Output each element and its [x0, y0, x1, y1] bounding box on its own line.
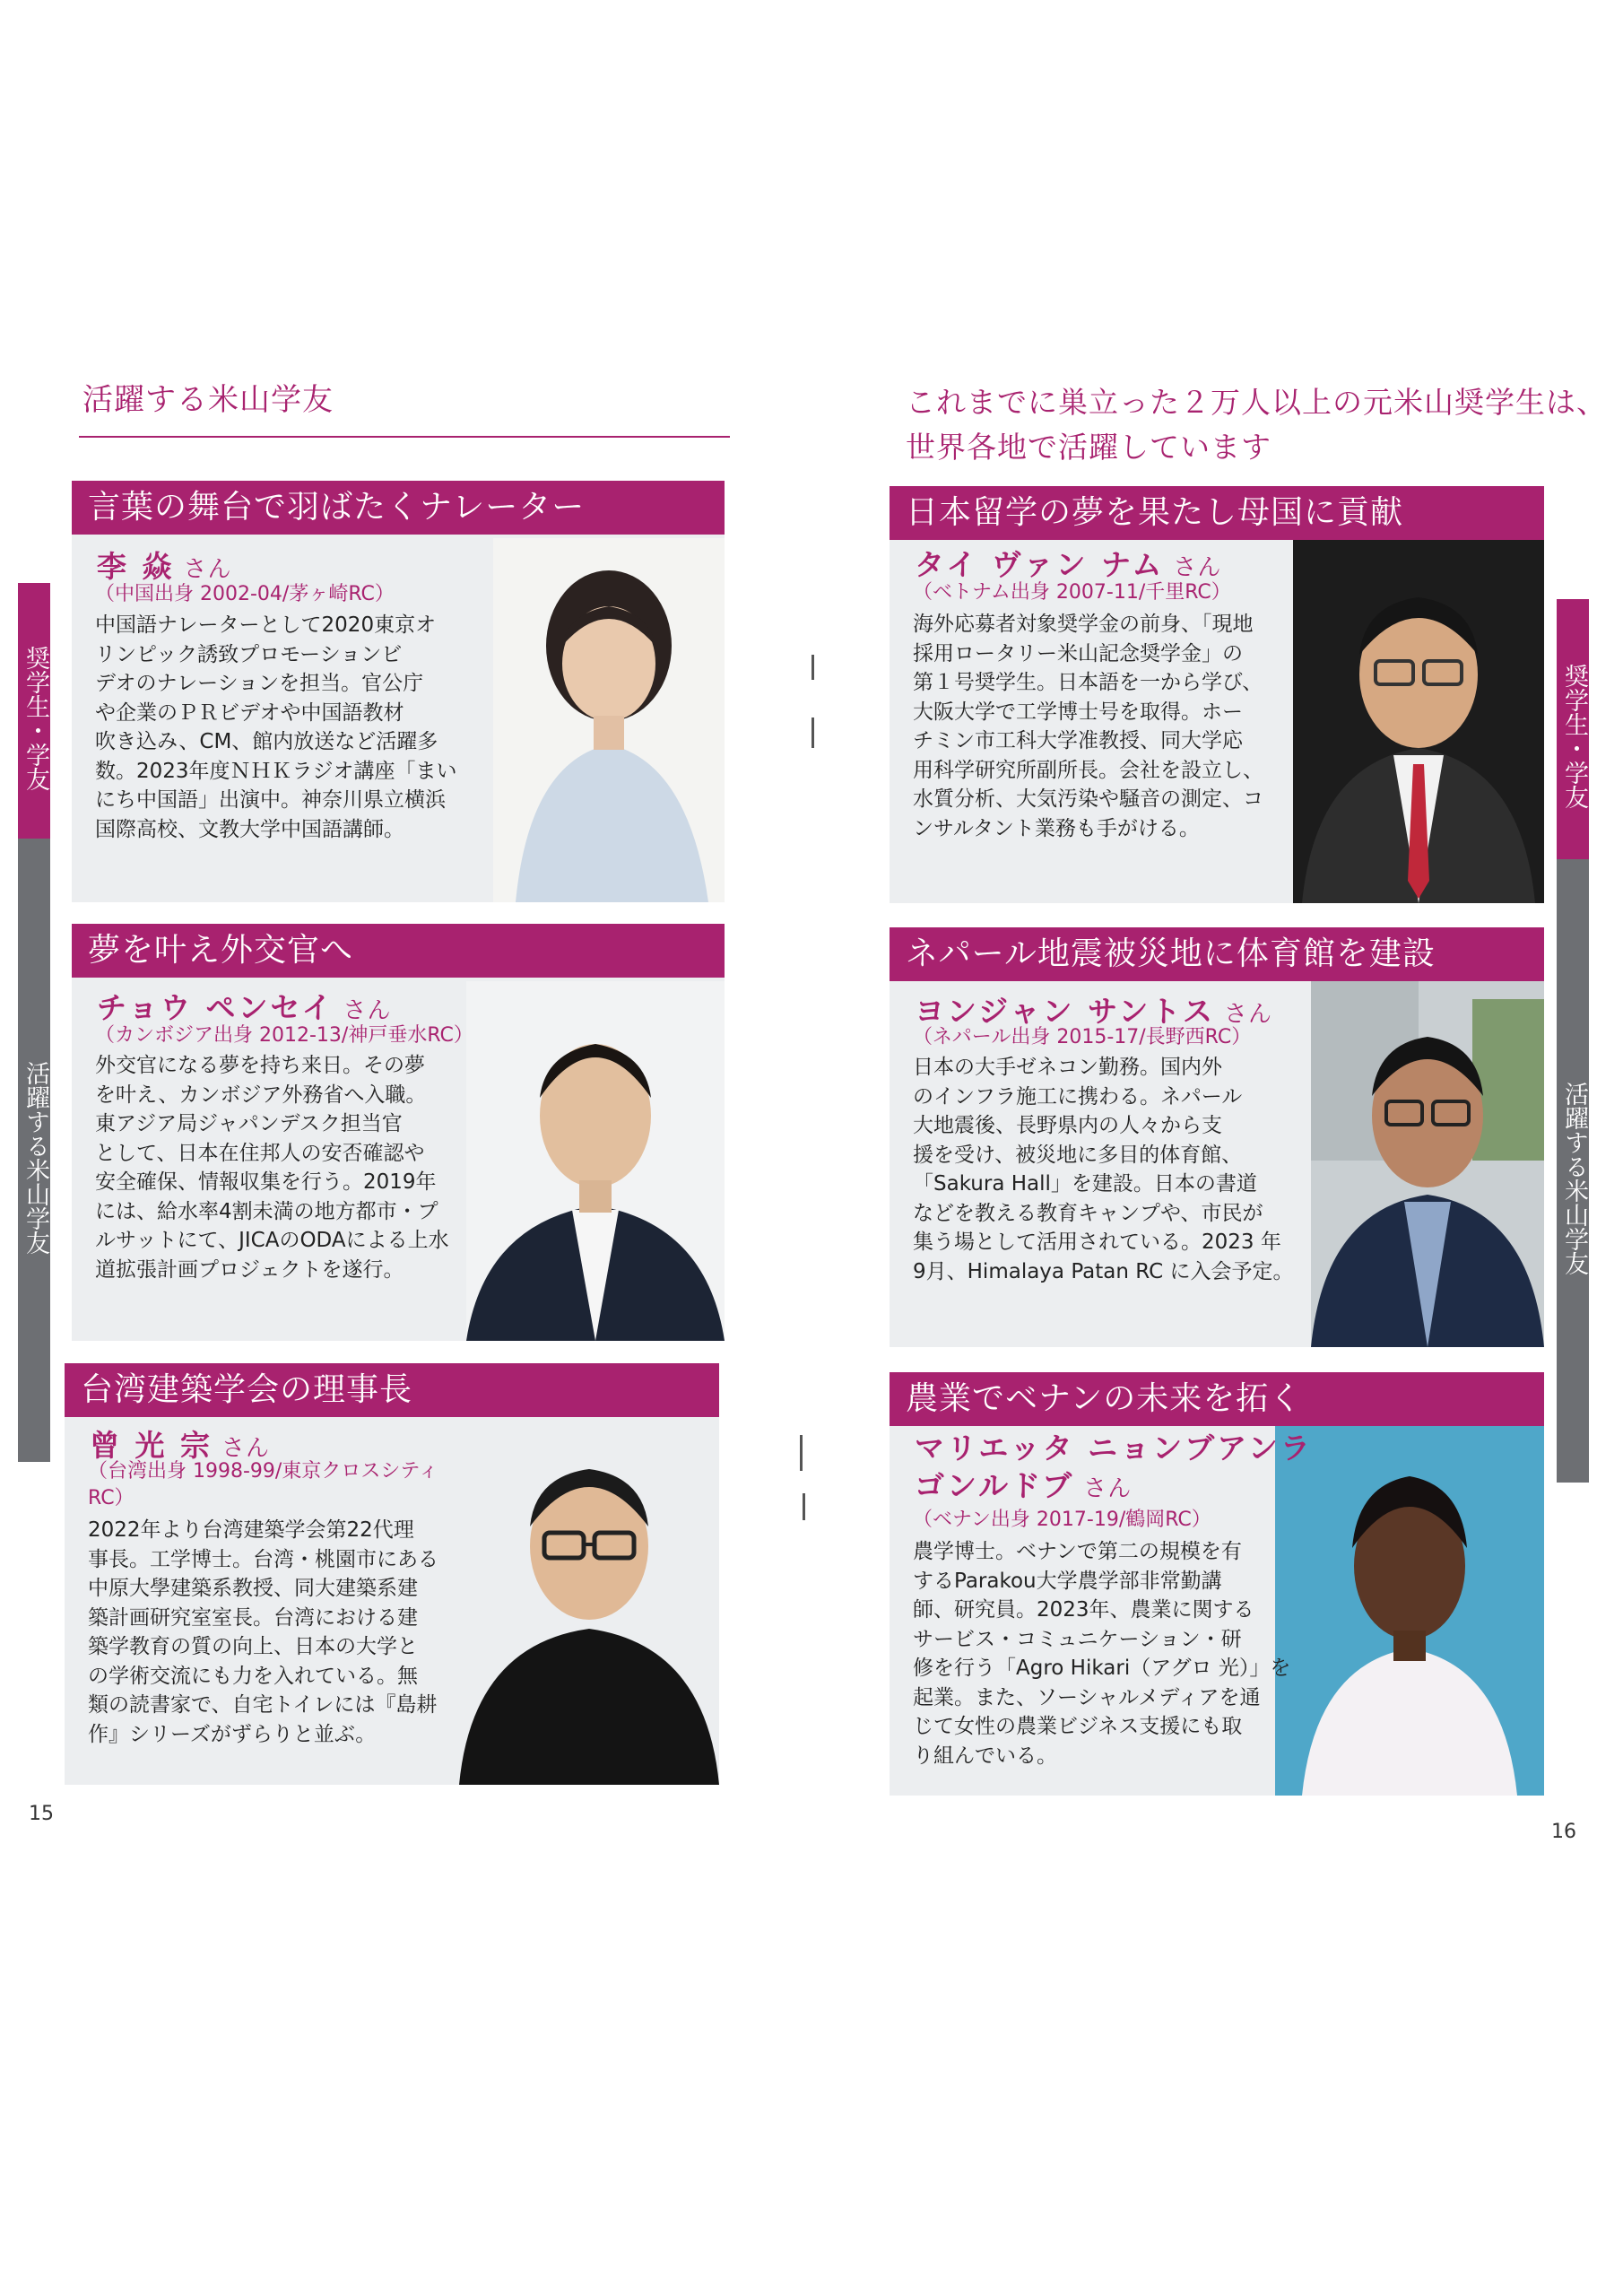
- bio-line: 農学博士。ベナンで第二の規模を有: [913, 1540, 1242, 1563]
- bio-text: [913, 1053, 1293, 1286]
- bio-line: 9月、Himalaya Patan RC に入会予定。: [913, 1259, 1294, 1283]
- honorific: さん: [1083, 1475, 1133, 1502]
- name-text: 李 焱: [97, 549, 175, 584]
- bio-line: 大阪大学で工学博士号を取得。ホー: [913, 700, 1243, 724]
- bio-line: には、給水率4割未満の地方都市・プ: [95, 1199, 438, 1223]
- name-line-1: マリエッタ ニョンブアンラ: [915, 1431, 1313, 1465]
- bio-line: として、日本在住邦人の安否確認や: [95, 1141, 425, 1165]
- profile-card-yonjan-santosh: [890, 927, 1544, 1347]
- profile-name: [97, 544, 232, 586]
- portrait-photo: [1311, 981, 1544, 1347]
- bio-line: 修を行う「Agro Hikari（アグロ 光）」を: [913, 1657, 1291, 1680]
- page-title: 活躍する米山学友: [82, 382, 334, 418]
- card-heading: 夢を叶え外交官へ: [72, 924, 725, 978]
- portrait-woman-blue-image: [1275, 1422, 1544, 1796]
- bio-text: [913, 1537, 1290, 1770]
- scan-mark: [800, 1435, 803, 1471]
- origin-line: （ベトナム出身 2007-11/千里RC）: [913, 581, 1231, 604]
- bio-line: 大地震後、長野県内の人々から支: [913, 1114, 1222, 1137]
- page-number-left: 15: [29, 1803, 54, 1825]
- bio-line: 国際高校、文教大学中国語講師。: [95, 817, 404, 841]
- scan-mark: [812, 655, 814, 680]
- bio-line: 東アジア局ジャパンデスク担当官: [95, 1112, 403, 1135]
- bio-line: 「Sakura Hall」を建設。日本の書道: [913, 1172, 1257, 1196]
- bio-line: や企業のＰＲビデオや中国語教材: [95, 700, 404, 725]
- right-tab-scholars: 奨学生・学友: [1557, 599, 1589, 859]
- portrait-man-outdoor-image: [1311, 981, 1544, 1347]
- origin-line: [88, 1458, 438, 1512]
- bio-line: 類の読書家で、自宅トイレには『島耕: [88, 1693, 438, 1717]
- left-tab-active-alumni: 活躍する米山学友: [18, 839, 50, 1462]
- bio-line: するParakou大学農学部非常勤講: [913, 1569, 1222, 1593]
- bio-line: 用科学研究所副所長。会社を設立し、: [913, 758, 1263, 782]
- bio-line: デオのナレーションを担当。官公庁: [95, 672, 424, 695]
- bio-line: 吹き込み、CM、館内放送など活躍多: [95, 730, 438, 753]
- bio-line: ンサルタント業務も手がける。: [913, 816, 1200, 840]
- honorific: さん: [1173, 554, 1222, 581]
- bio-text: [95, 611, 457, 844]
- honorific: さん: [1224, 1001, 1273, 1028]
- portrait-photo: [1293, 540, 1544, 903]
- scan-mark: [803, 1493, 805, 1520]
- bio-text: [88, 1516, 438, 1749]
- profile-card-li-yan: [72, 481, 725, 902]
- profile-card-thai-van-nam: [890, 486, 1544, 903]
- right-heading-line-2: 世界各地で活躍しています: [906, 430, 1271, 465]
- bio-line: を叶え、カンボジア外務省へ入職。: [95, 1083, 427, 1107]
- portrait-man-glasses-image: [459, 1421, 719, 1785]
- origin-line: （ベナン出身 2017-19/鶴岡RC）: [913, 1509, 1211, 1531]
- right-heading-line-1: これまでに巣立った２万人以上の元米山奨学生は、: [906, 385, 1607, 420]
- bio-text: [95, 1051, 449, 1284]
- bio-line: ルサットにて、JICAのODAによる上水: [95, 1229, 449, 1252]
- portrait-man-suit-image: [1293, 540, 1544, 903]
- bio-line: のインフラ施工に携わる。ネパール: [913, 1084, 1243, 1109]
- profile-name: [915, 542, 1221, 584]
- card-heading: ネパール地震被災地に体育館を建設: [890, 927, 1544, 981]
- left-tab-scholars: 奨学生・学友: [18, 583, 50, 839]
- name-text: 曾 光 宗: [90, 1428, 213, 1463]
- scan-mark: [812, 718, 814, 748]
- portrait-photo: [466, 981, 725, 1341]
- origin-line: （ネパール出身 2015-17/長野西RC）: [913, 1026, 1252, 1048]
- bio-line: 外交官になる夢を持ち来日。その夢: [95, 1054, 425, 1077]
- bio-line: 海外応募者対象奨学金の前身、「現地: [913, 613, 1254, 636]
- title-divider: [79, 436, 730, 438]
- profile-name: [915, 1430, 1313, 1508]
- name-text: ヨンジャン サントス: [915, 994, 1216, 1029]
- profile-card-tseng-kuang-tsung: [65, 1363, 719, 1785]
- origin-line-2: RC）: [88, 1487, 135, 1509]
- bio-line: り組んでいる。: [913, 1744, 1057, 1768]
- profile-card-marietta: [890, 1372, 1544, 1796]
- origin-line: （中国出身 2002-04/茅ヶ崎RC）: [95, 583, 395, 605]
- right-tab-active-alumni: 活躍する米山学友: [1557, 859, 1589, 1483]
- bio-line: 安全確保、情報収集を行う。2019年: [95, 1170, 437, 1194]
- card-heading: 農業でベナンの未来を拓く: [890, 1372, 1544, 1426]
- bio-line: 道拡張計画プロジェクトを遂行。: [95, 1257, 404, 1282]
- honorific: さん: [343, 997, 392, 1024]
- name-line-2: ゴンルドブ: [915, 1468, 1075, 1503]
- honorific: さん: [221, 1435, 270, 1462]
- card-heading: 台湾建築学会の理事長: [65, 1363, 719, 1417]
- bio-text: [913, 610, 1263, 843]
- bio-line: の学術交流にも力を入れている。無: [88, 1664, 418, 1688]
- bio-line: にち中国語」出演中。神奈川県立横浜: [95, 788, 446, 812]
- portrait-woman-image: [493, 538, 725, 902]
- bio-line: 築学教育の質の向上、日本の大学と: [88, 1635, 418, 1658]
- bio-line: じて女性の農業ビジネス支援にも取: [913, 1715, 1243, 1738]
- card-heading: 言葉の舞台で羽ばたくナレーター: [72, 481, 725, 535]
- bio-line: 師、研究員。2023年、農業に関する: [913, 1598, 1254, 1622]
- bio-line: 第１号奨学生。日本語を一から学び、: [913, 671, 1263, 694]
- bio-line: 援を受け、被災地に多目的体育館、: [913, 1143, 1243, 1167]
- bio-line: 水質分析、大気汚染や騒音の測定、コ: [913, 787, 1263, 811]
- profile-card-chow-pengsey: [72, 924, 725, 1341]
- portrait-photo: [493, 538, 725, 902]
- bio-line: 日本の大手ゼネコン勤務。国内外: [913, 1056, 1222, 1079]
- bio-line: 築計画研究室室長。台湾における建: [88, 1605, 418, 1630]
- portrait-photo: [459, 1421, 719, 1785]
- portrait-photo: [1275, 1422, 1544, 1796]
- honorific: さん: [183, 556, 232, 583]
- portrait-man-image: [466, 981, 725, 1341]
- bio-line: 採用ロータリー米山記念奨学金」の: [913, 641, 1243, 665]
- name-text: チョウ ペンセイ: [97, 990, 334, 1025]
- bio-line: 中国語ナレーターとして2020東京オ: [95, 613, 437, 637]
- bio-line: などを教える教育キャンプや、市民が: [913, 1201, 1263, 1225]
- page-number-right: 16: [1551, 1821, 1576, 1843]
- bio-line: 事長。工学博士。台湾・桃園市にある: [88, 1547, 438, 1571]
- profile-name: [97, 985, 392, 1027]
- bio-line: チミン市工科大学准教授、同大学応: [913, 729, 1243, 752]
- origin-line: （カンボジア出身 2012-13/神戸垂水RC）: [95, 1024, 473, 1047]
- name-text: タイ ヴァン ナム: [915, 547, 1165, 582]
- right-page-heading: [906, 380, 1607, 470]
- bio-line: 2022年より台湾建築学会第22代理: [88, 1518, 414, 1542]
- bio-line: 中原大學建築系教授、同大建築系建: [88, 1577, 418, 1600]
- origin-line-1: （台湾出身 1998-99/東京クロスシティ: [88, 1460, 438, 1483]
- bio-line: 数。2023年度ＮＨＫラジオ講座「まい: [95, 759, 457, 783]
- bio-line: 起業。また、ソーシャルメディアを通: [913, 1685, 1261, 1709]
- bio-line: 集う場として活用されている。2023 年: [913, 1231, 1281, 1254]
- bio-line: リンピック誘致プロモーションビ: [95, 642, 403, 666]
- bio-line: 作』シリーズがずらりと並ぶ。: [88, 1722, 377, 1746]
- card-heading: 日本留学の夢を果たし母国に貢献: [890, 486, 1544, 540]
- bio-line: サービス・コミュニケーション・研: [913, 1627, 1242, 1651]
